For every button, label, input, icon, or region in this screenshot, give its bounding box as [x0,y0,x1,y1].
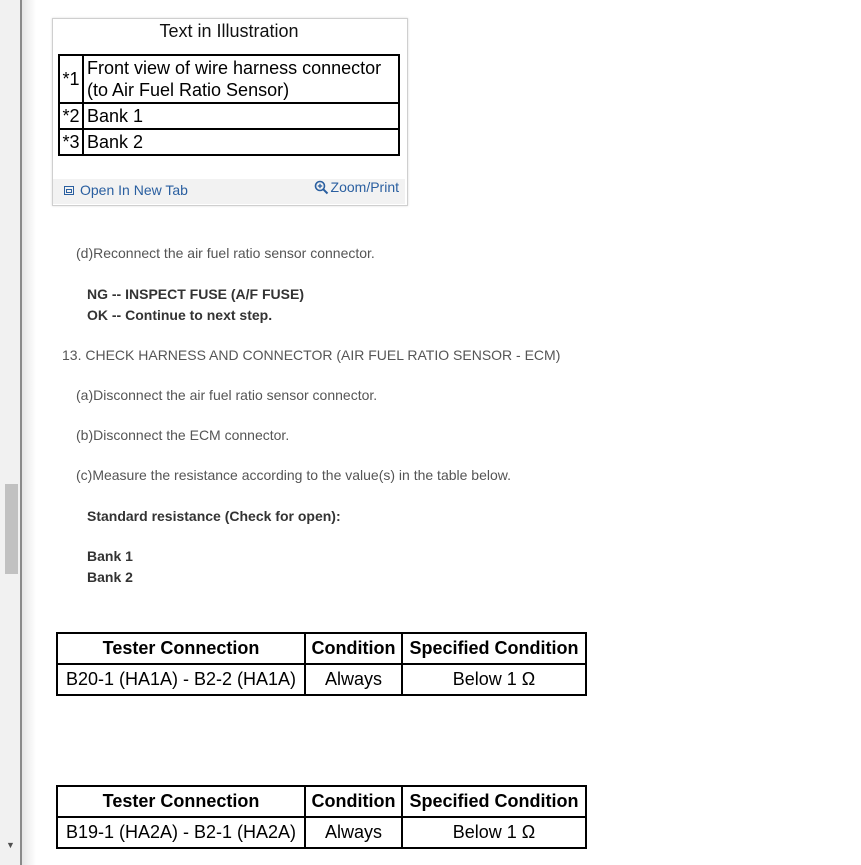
bank-1-label: Bank 1 [87,548,133,564]
legend-row [59,55,399,103]
vertical-scrollbar[interactable] [0,0,20,865]
header-condition: Condition [305,786,402,817]
panel-shadow [22,0,36,865]
cell-condition: Always [305,817,402,848]
legend-row [59,103,399,129]
cell-condition: Always [305,664,402,695]
illustration-toolbar [53,179,405,204]
header-specified-condition: Specified Condition [402,786,586,817]
legend-key: *3 [59,129,83,155]
step-c-text: (c)Measure the resistance according to the value(s) in the table below. [76,467,512,483]
scrollbar-thumb[interactable] [5,484,18,574]
legend-text-line: (to Air Fuel Ratio Sensor) [87,80,290,100]
zoom-print-link[interactable] [314,179,399,195]
table-header-row [57,786,586,817]
cell-tester-connection: B19-1 (HA2A) - B2-1 (HA2A) [57,817,305,848]
scroll-down-arrow-icon[interactable]: ▼ [6,840,15,850]
cell-specified-condition: Below 1 Ω [402,817,586,848]
zoom-print-label: Zoom/Print [330,179,399,195]
bank-2-label: Bank 2 [87,569,133,585]
legend-text: Bank 1 [83,103,399,129]
zoom-icon [314,180,329,195]
legend-text [83,55,399,103]
legend-key: *2 [59,103,83,129]
open-in-new-tab-label: Open In New Tab [80,182,188,198]
bank-1-resistance-table [56,632,587,696]
bank-2-resistance-table [56,785,587,849]
cell-specified-condition: Below 1 Ω [402,664,586,695]
legend-row [59,129,399,155]
illustration-legend-table [58,54,400,156]
illustration-legend-card [52,18,408,206]
legend-key: *1 [59,55,83,103]
step-b-text: (b)Disconnect the ECM connector. [76,427,290,443]
cell-tester-connection: B20-1 (HA1A) - B2-2 (HA1A) [57,664,305,695]
table-header-row [57,633,586,664]
table-row [57,664,586,695]
header-tester-connection: Tester Connection [57,786,305,817]
header-condition: Condition [305,633,402,664]
step-a-text: (a)Disconnect the air fuel ratio sensor connector. [76,387,378,403]
open-in-new-tab-link[interactable] [64,182,188,198]
step-d-text: (d)Reconnect the air fuel ratio sensor connector. [76,245,375,261]
illustration-title: Text in Illustration [159,21,299,41]
legend-text-line: Front view of wire harness connector [87,58,382,78]
table-row [57,817,586,848]
legend-text: Bank 2 [83,129,399,155]
ng-result-text: NG -- INSPECT FUSE (A/F FUSE) [87,286,304,302]
ok-result-text: OK -- Continue to next step. [87,307,273,323]
standard-resistance-label: Standard resistance (Check for open): [87,508,341,524]
header-specified-condition: Specified Condition [402,633,586,664]
step-13-heading: 13. CHECK HARNESS AND CONNECTOR (AIR FUEL RATIO SENSOR - ECM) [62,347,561,363]
header-tester-connection: Tester Connection [57,633,305,664]
new-tab-icon [64,186,74,195]
